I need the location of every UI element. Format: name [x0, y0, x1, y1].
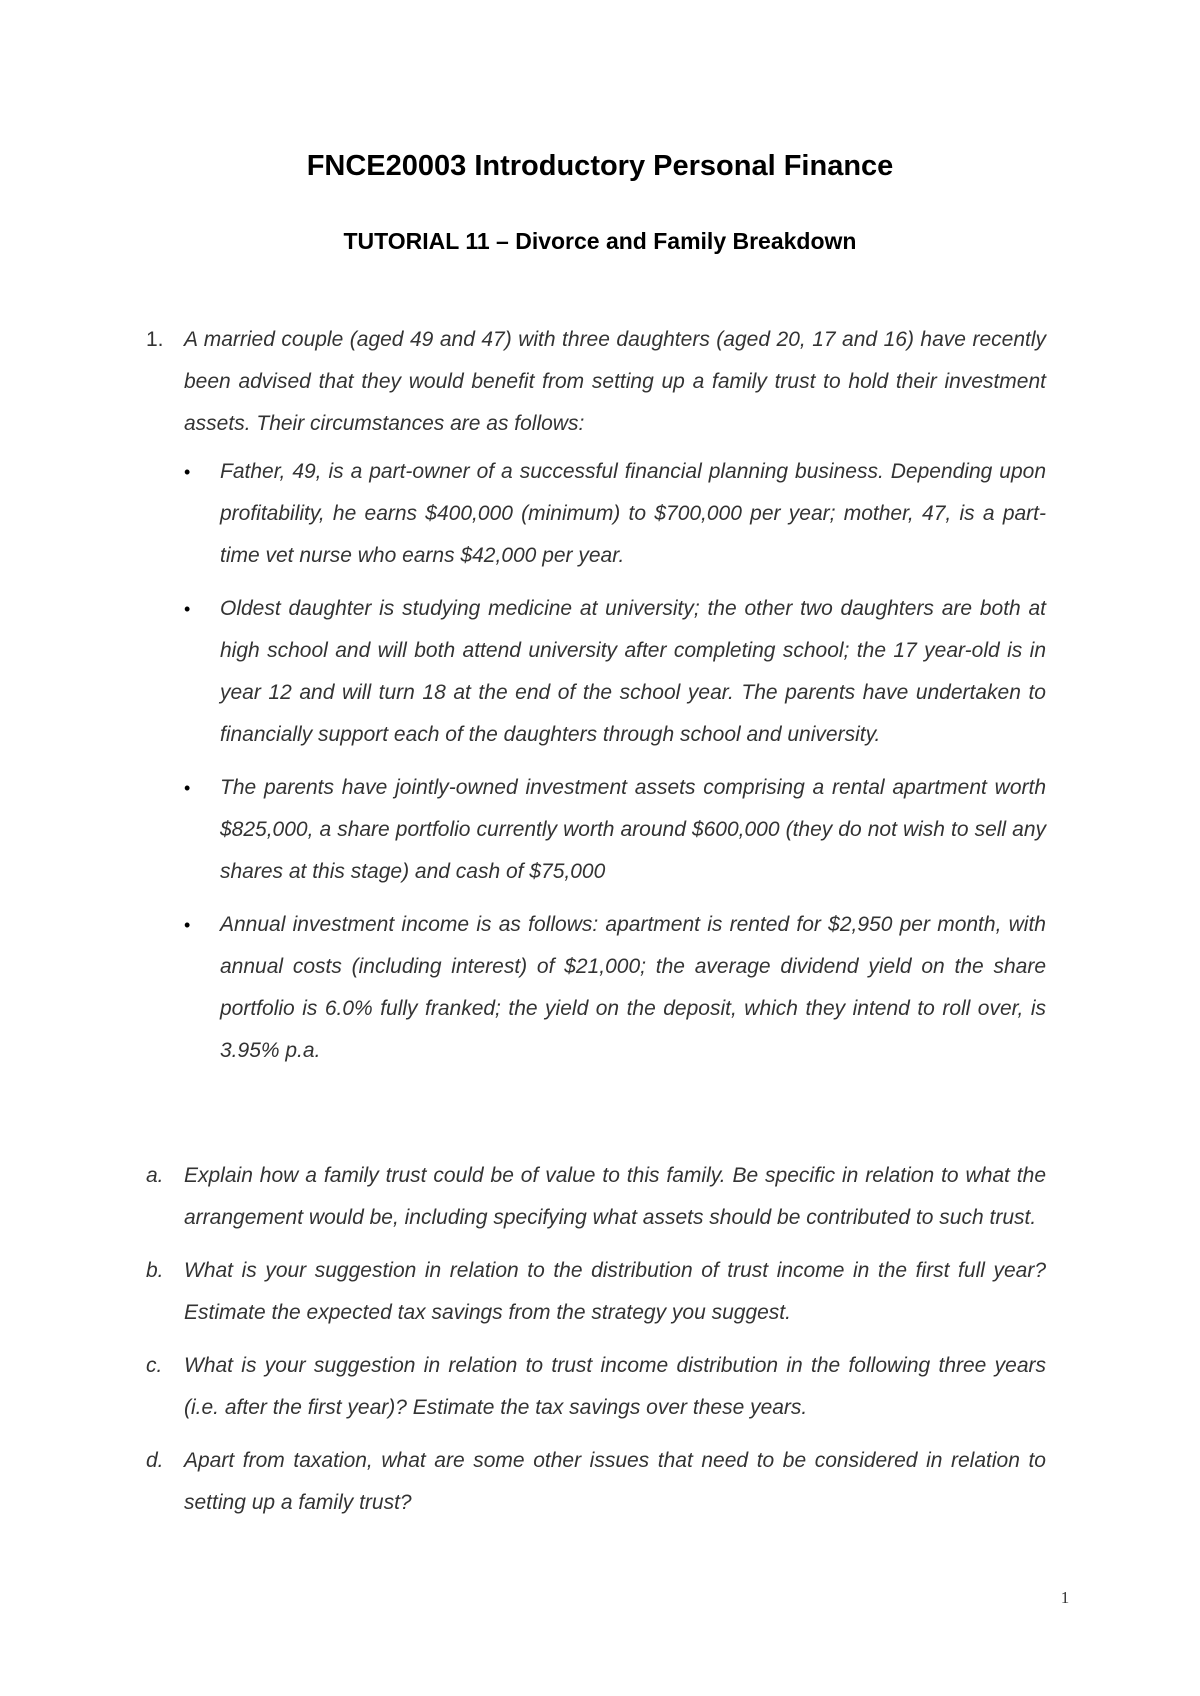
part-letter: c. — [146, 1354, 163, 1377]
part-d — [146, 1440, 1046, 1524]
part-text: What is your suggestion in relation to the distribution of trust income in the first full year? Estimate the expected tax savings from the strategy you suggest. — [184, 1259, 1046, 1324]
part-letter: b. — [146, 1259, 164, 1282]
question-parts — [146, 1155, 1046, 1535]
question-text: A married couple (aged 49 and 47) with three daughters (aged 20, 17 and 16) have recently been advised that they would benefit from setting up a family trust to hold their investment assets. Their circumstances are as follows: — [184, 328, 1046, 435]
list-item — [146, 451, 1046, 577]
list-item-text: Annual investment income is as follows: apartment is rented for $2,950 per month, with annual costs (including interest) of $21,000; the average dividend yield on the share portfolio is 6.0% fully franked; the yield on the deposit, which they intend to roll over, is 3.95% p.a. — [220, 913, 1046, 1062]
bullet-icon: • — [184, 462, 191, 482]
bullet-icon: • — [184, 778, 191, 798]
list-item-text: Oldest daughter is studying medicine at university; the other two daughters are both at high school and will both attend university after completing school; the 17 year-old is in year 12 and will turn 18 at the end of the school year. The parents have undertaken to financially support each of the daughters through school and university. — [220, 597, 1046, 746]
list-item — [146, 588, 1046, 756]
part-letter: d. — [146, 1449, 164, 1472]
part-text: Explain how a family trust could be of value to this family. Be specific in relation to what the arrangement would be, including specifying what assets should be contributed to such trust. — [184, 1164, 1046, 1229]
circumstances-list — [146, 451, 1046, 1072]
document-subtitle: TUTORIAL 11 – Divorce and Family Breakdown — [343, 228, 857, 254]
part-text: Apart from taxation, what are some other issues that need to be considered in relation to setting up a family trust? — [184, 1449, 1046, 1514]
bullet-icon: • — [184, 915, 191, 935]
list-item — [146, 767, 1046, 893]
part-b — [146, 1250, 1046, 1334]
part-c — [146, 1345, 1046, 1429]
document-title: FNCE20003 Introductory Personal Finance — [306, 150, 894, 182]
bullet-icon: • — [184, 599, 191, 619]
list-item-text: The parents have jointly-owned investment assets comprising a rental apartment worth $825,000, a share portfolio currently worth around $600,000 (they do not wish to sell any shares at this stage) and cash of $75,000 — [220, 776, 1046, 883]
page-number: 1 — [1060, 1588, 1070, 1607]
part-a — [146, 1155, 1046, 1239]
question-intro — [146, 319, 1046, 445]
list-item-text: Father, 49, is a part-owner of a successful financial planning business. Depending upon profitability, he earns $400,000 (minimum) to $700,000 per year; mother, 47, is a part-time vet nurse who earns $42,000 per year. — [220, 460, 1046, 567]
question-number: 1. — [146, 328, 164, 351]
part-letter: a. — [146, 1164, 164, 1187]
part-text: What is your suggestion in relation to trust income distribution in the following three years (i.e. after the first year)? Estimate the tax savings over these years. — [184, 1354, 1046, 1419]
list-item — [146, 904, 1046, 1072]
question-1 — [146, 319, 1046, 1083]
